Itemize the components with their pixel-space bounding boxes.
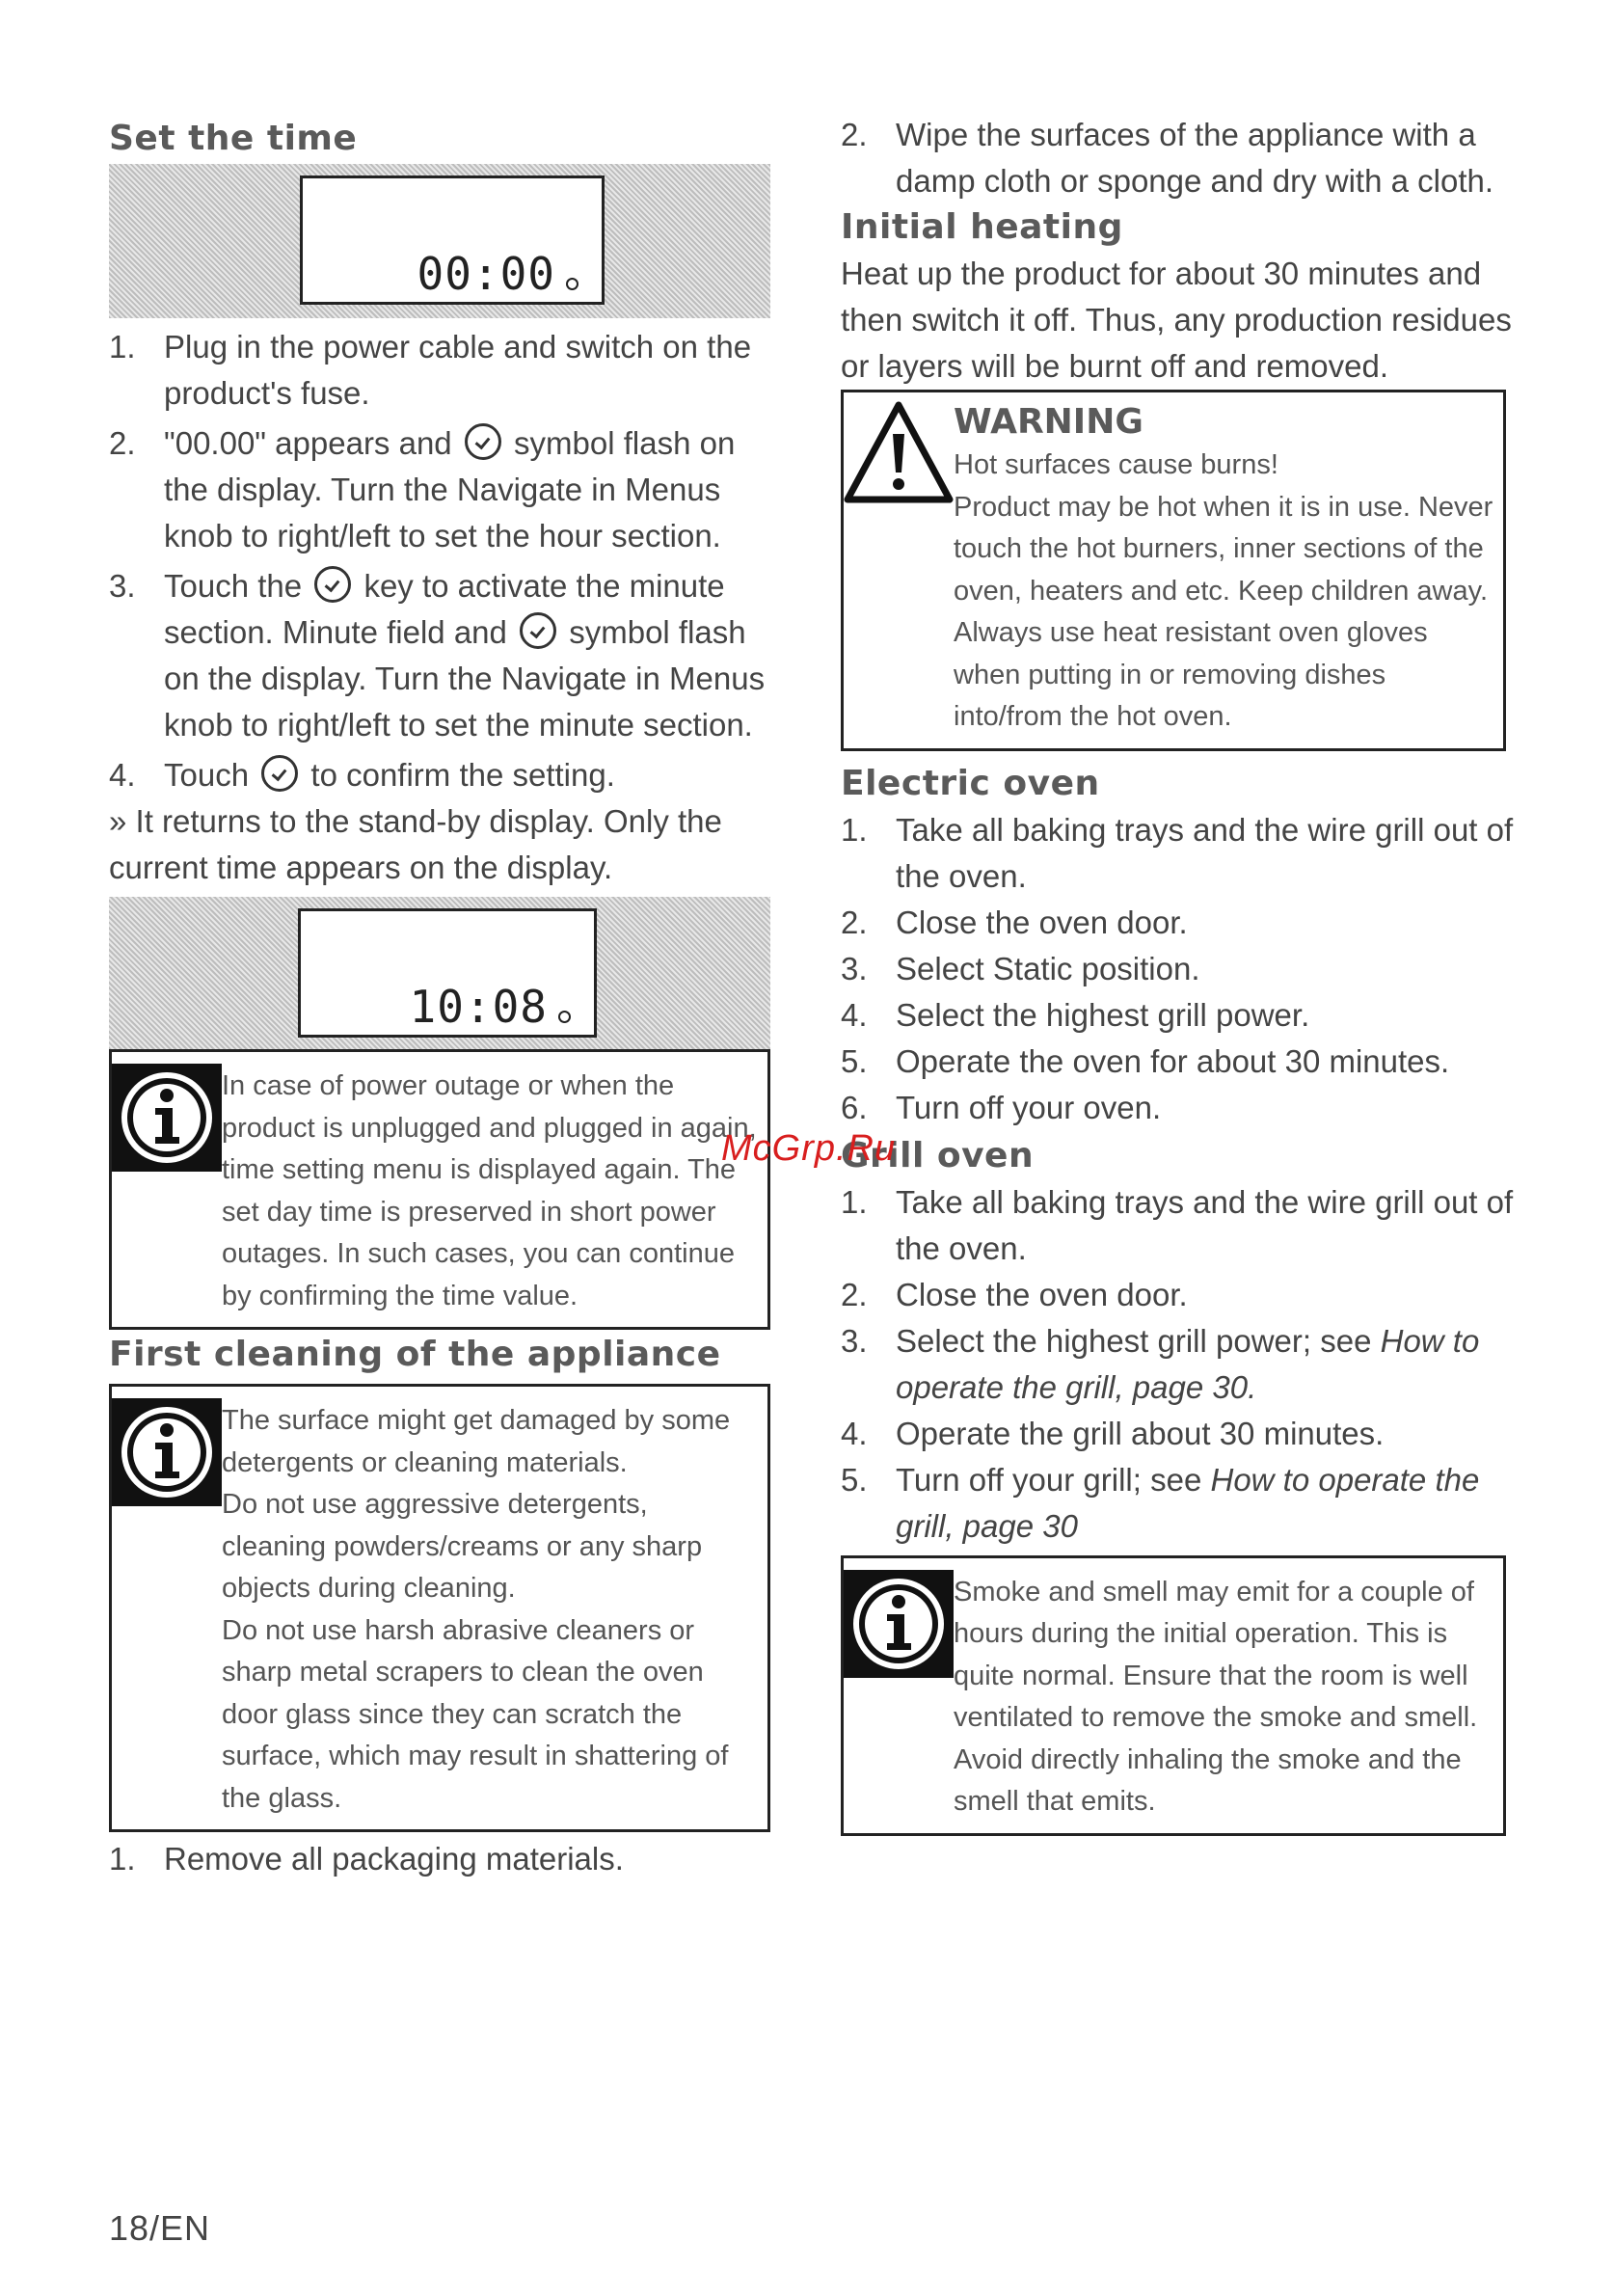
list-item: 1. Take all baking trays and the wire grill out of the oven. — [841, 1183, 1514, 1266]
list-item: 5. Turn off your grill; see How to operate the grill, page 30 — [841, 1461, 1480, 1544]
info-icon — [117, 1067, 217, 1168]
info-badge — [844, 1570, 954, 1678]
cleaning-steps-right — [841, 112, 1516, 204]
list-item: 4. Operate the grill about 30 minutes. — [841, 1415, 1385, 1451]
warning-badge — [844, 396, 954, 510]
clock-confirm-icon — [520, 612, 556, 649]
warning-title: WARNING — [954, 402, 1143, 442]
list-item: 1. Take all baking trays and the wire grill out of the oven. — [841, 811, 1514, 894]
electric-oven-heading: Electric oven — [841, 763, 1100, 803]
list-item: 2. "00.00" appears and symbol flash on the display. Turn the Navigate in Menus knob to right/left to set the hour section. — [109, 425, 736, 554]
warning-text: Product may be hot when it is in use. Never touch the hot burners, inner sections of the oven, heaters and etc. Keep children away. — [954, 491, 1493, 607]
list-item: 6. Turn off your oven. — [841, 1089, 1162, 1125]
lcd-screen — [298, 908, 597, 1038]
warning-triangle-icon — [844, 399, 954, 507]
result-text: » It returns to the stand-by display. Only the current time appears on the display. — [109, 803, 722, 885]
list-item: 5. Operate the oven for about 30 minutes. — [841, 1042, 1450, 1079]
warning-text: Always use heat resistant oven gloves when putting in or removing dishes into/from the hot oven. — [954, 617, 1428, 732]
list-item: 2. Wipe the surfaces of the appliance with a damp cloth or sponge and dry with a cloth. — [841, 117, 1494, 199]
page-number: 18/EN — [109, 2208, 211, 2248]
list-item: 4. Touch to confirm the setting. — [109, 757, 615, 793]
info-text: Do not use aggressive detergents, cleaning powders/creams or any sharp objects during cleaning. — [222, 1489, 703, 1604]
info-text: Smoke and smell may emit for a couple of hours during the initial operation. This is quite normal. Ensure that the room is well ventilated to remove the smoke and smell. Avoid directly inhaling the smoke and the smell that emits. — [954, 1576, 1478, 1817]
clock-confirm-icon — [261, 755, 298, 792]
list-item: 1. Plug in the power cable and switch on the product's fuse. — [109, 329, 752, 411]
list-item: 1. Remove all packaging materials. — [109, 1841, 624, 1877]
lcd-time: 10:08 — [409, 981, 548, 1033]
electric-oven-steps — [841, 807, 1516, 1131]
warning-notice — [841, 390, 1506, 751]
page-reference: How to operate the grill, page 30 — [896, 1461, 1480, 1544]
lcd-time: 00:00 — [417, 248, 555, 300]
info-badge — [112, 1398, 222, 1506]
clock-confirm-icon — [465, 423, 501, 460]
info-notice-smoke — [841, 1555, 1506, 1836]
lcd-screen — [300, 176, 605, 305]
list-item: 2. Close the oven door. — [841, 904, 1188, 940]
info-notice-power-outage — [109, 1049, 770, 1330]
display-panel-initial — [109, 164, 770, 318]
list-item: 3. Select Static position. — [841, 950, 1200, 986]
info-icon — [848, 1574, 949, 1674]
lcd-indicator-icon — [558, 1011, 571, 1023]
info-notice-cleaning — [109, 1384, 770, 1832]
display-panel-current — [109, 897, 770, 1049]
lcd-indicator-icon — [566, 278, 578, 290]
info-icon — [117, 1402, 217, 1502]
right-column — [841, 112, 1516, 1836]
warning-text: Hot surfaces cause burns! — [954, 449, 1278, 480]
list-item: 2. Close the oven door. — [841, 1276, 1188, 1312]
grill-oven-steps — [841, 1179, 1516, 1550]
info-text: Do not use harsh abrasive cleaners or sharp metal scrapers to clean the oven door glass since they can scratch the surface, which may result in shattering of the glass. — [222, 1614, 729, 1814]
initial-heating-text: Heat up the product for about 30 minutes and then switch it off. Thus, any production residues or layers will be burnt off and removed. — [841, 256, 1512, 384]
initial-heating-heading: Initial heating — [841, 207, 1123, 247]
set-time-heading: Set the time — [109, 119, 358, 158]
page-reference: How to operate the grill, page 30. — [896, 1322, 1480, 1405]
info-badge — [112, 1064, 222, 1172]
cleaning-steps-left — [109, 1836, 774, 1882]
left-column — [109, 116, 774, 1882]
first-cleaning-heading: First cleaning of the appliance — [109, 1335, 721, 1374]
set-time-steps — [109, 324, 774, 798]
watermark: McGrp.Ru — [721, 1128, 897, 1169]
grill-oven-heading: Grill oven — [841, 1135, 1035, 1175]
info-text: In case of power outage or when the product is unplugged and plugged in again, time setting menu is displayed again. The set day time is preserved in short power outages. In such cases, you can continue by confirming the time value. — [222, 1070, 757, 1311]
list-item: 4. Select the highest grill power. — [841, 996, 1310, 1033]
info-text: The surface might get damaged by some detergents or cleaning materials. — [222, 1405, 731, 1478]
clock-confirm-icon — [314, 566, 351, 603]
list-item: 3. Select the highest grill power; see How to operate the grill, page 30. — [841, 1322, 1480, 1405]
list-item: 3. Touch the key to activate the minute section. Minute field and symbol flash on the display. Turn the Navigate in Menus knob to right/left to set the minute section. — [109, 568, 766, 743]
